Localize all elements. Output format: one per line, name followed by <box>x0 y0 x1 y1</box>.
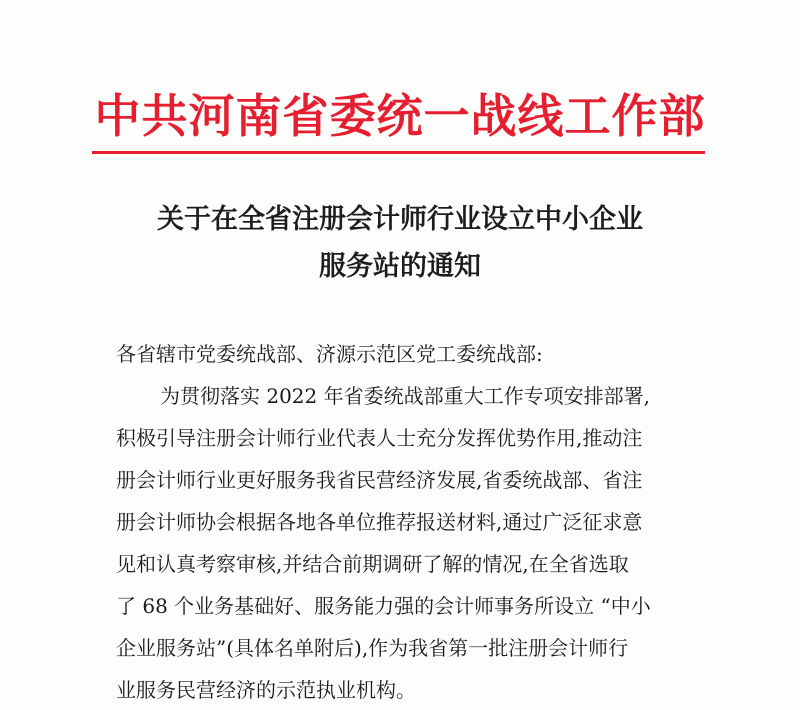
document-title-line-1: 关于在全省注册会计师行业设立中小企业 <box>157 204 643 235</box>
document-title-line-2: 服务站的通知 <box>319 251 481 282</box>
body-line-1: 为贯彻落实 2022 年省委统战部重大工作专项安排部署, <box>160 384 650 408</box>
body-line-3: 册会计师行业更好服务我省民营经济发展,省委统战部、省注 <box>116 468 643 492</box>
red-divider-line <box>92 151 705 154</box>
body-line-5: 见和认真考察审核,并结合前期调研了解的情况,在全省选取 <box>116 552 629 576</box>
body-line-4: 册会计师协会根据各地各单位推荐报送材料,通过广泛征求意 <box>116 510 643 534</box>
masthead-title: 中共河南省委统一战线工作部 <box>94 89 706 143</box>
body-line-8: 业服务民营经济的示范执业机构。 <box>116 678 416 702</box>
salutation: 各省辖市党委统战部、济源示范区党工委统战部: <box>116 342 543 366</box>
body-line-2: 积极引导注册会计师行业代表人士充分发挥优势作用,推动注 <box>116 426 643 450</box>
body-line-7: 企业服务站”(具体名单附后),作为我省第一批注册会计师行 <box>116 636 629 660</box>
body-line-6: 了 68 个业务基础好、服务能力强的会计师事务所设立 “中小 <box>116 594 651 618</box>
